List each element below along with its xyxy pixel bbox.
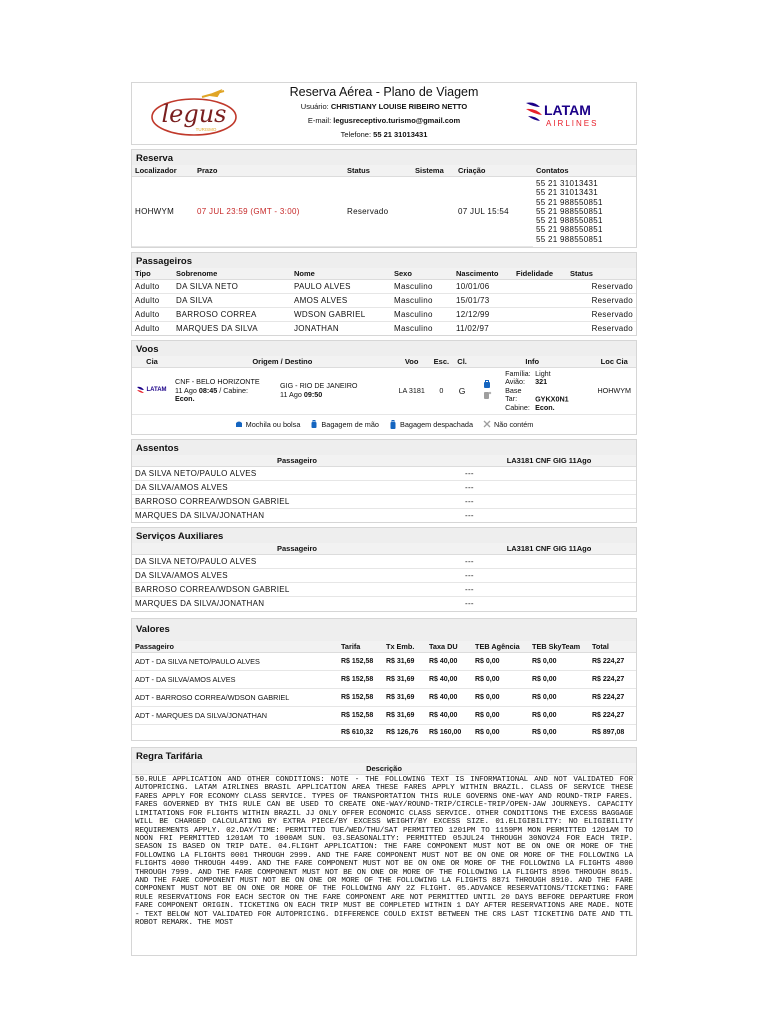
hand-luggage-icon bbox=[310, 420, 318, 428]
total: R$ 224,27 bbox=[589, 688, 636, 706]
table-row bbox=[132, 293, 636, 307]
destino-cell bbox=[277, 368, 393, 414]
total: R$ 224,27 bbox=[589, 670, 636, 688]
table-row bbox=[132, 307, 636, 321]
info-label: Cabine: bbox=[505, 402, 530, 412]
table-row bbox=[132, 688, 636, 706]
phone-value: 55 21 31013431 bbox=[373, 130, 428, 139]
table-row bbox=[132, 555, 636, 569]
table-row bbox=[132, 597, 636, 611]
destino-data: 11 Ago bbox=[280, 389, 302, 399]
service: --- bbox=[462, 569, 636, 583]
regra-title: Regra Tarifária bbox=[132, 748, 636, 763]
table-row bbox=[132, 670, 636, 688]
col-prazo: Prazo bbox=[194, 165, 344, 177]
contato: 55 21 988550851 bbox=[536, 197, 603, 207]
table-row bbox=[132, 706, 636, 724]
latam-logo-text: LATAM bbox=[544, 102, 591, 118]
fare-rule-text: 50.RULE APPLICATION AND OTHER CONDITIONS: NOTE - THE FOLLOWING TEXT IS INFORMATIONAL AND NOT VALIDATED FOR AUTOPRICING. LATAM AIRLINES BRASIL APPLICATION AREA THESE FARES APPLY WITHIN BRAZIL. CLASS OF SERVICE THESE FARES APPLY FOR ECONOMY CLASS SERVICE. TYPES OF TRANSPORTATION THIS RULE GOVERNS ONE-WAY AND ROUND-TRIP FARES. FARES GOVERNED BY THIS RULE CAN BE USED TO CREATE ONE-WAY/ROUND-TRIP/CIRCLE-TRIP/OPEN-JAW JOURNEYS. CAPACITY LIMITATIONS FOR FLIGHTS WITHIN BRAZIL JJ ONLY OFFER ECONOMIC CLASS SERVICE. OTHER CONDITIONS THE EXCESS BAGGAGE WILL BE CHARGED CALCULATING BY EXTRA PIECE/BY EXCESS WEIGHT/BY EXCESS SIZE. 01.ELIGIBILITY: NO ELIGIBILITY REQUIREMENTS APPLY. 02.DAY/TIME: PERMITTED TUE/WED/THU/SAT PERMITTED 1201PM TO 1159PM MON PERMITTED 1201AM TO NOON FRI PERMITTED 1201AM TO 1000AM SUN. 03.SEASONALITY: PERMITTED 05JUL24 THROUGH 30NOV24 FOR EACH TRIP. SEASON IS BASED ON TRIP DATE. 04.FLIGHT APPLICATION: THE FARE COMPONENT MUST NOT BE ON ONE OR MORE OF THE FOLLOWING LA FLIGHTS 0001 THROUGH 2999. AND THE FARE COMPONENT MUST NOT BE ON ONE OR MORE OF THE FOLLOWING LA FLIGHTS 4000 THROUGH 4499. AND THE FARE COMPONENT MUST NOT BE ON ONE OR MORE OF THE FOLLOWING LA FLIGHTS 4800 THROUGH 7999. AND THE FARE COMPONENT MUST NOT BE ON ONE OR MORE OF THE FOLLOWING LA FLIGHTS 8596 THROUGH 8615. AND THE FARE COMPONENT MUST NOT BE ON ONE OR MORE OF THE FOLLOWING LA FLIGHTS 8871 THROUGH 8910. AND THE FARE COMPONENT MUST NOT BE ON ONE OR MORE OF THE FOLLOWING ANY 2Z FLIGHT. 05.ADVANCE RESERVATIONS/TICKETING: FARE RULE RESERVATIONS FOR EACH SECTOR ON THE FARE COMPONENT ARE NOT PERMITTED UNTIL 20 DAYS BEFORE DEPARTURE FROM FARE COMPONENT ORIGIN. TICKETING ON EACH TRIP MUST BE COMPLETED WITHIN 1 DAY AFTER RESERVATIONS ARE MADE. NOTE - TEXT BELOW NOT VALIDATED FOR AUTOPRICING. DIFFERENCE COULD EXIST BETWEEN THE CRS LAST TICKETING DATE AND TTL ROBOT REMARK. THE MOST bbox=[135, 776, 633, 927]
sobrenome: MARQUES DA SILVA bbox=[176, 323, 258, 333]
col-nascimento: Nascimento bbox=[453, 268, 513, 280]
regra-section bbox=[131, 747, 637, 956]
passageiro: MARQUES DA SILVA/JONATHAN bbox=[135, 599, 265, 609]
col-localizador: Localizador bbox=[132, 165, 194, 177]
taxa-du: R$ 40,00 bbox=[426, 652, 472, 670]
col-contatos: Contatos bbox=[533, 165, 636, 177]
status: Reservado bbox=[591, 323, 633, 333]
col-fidelidade: Fidelidade bbox=[513, 268, 567, 280]
tipo: Adulto bbox=[135, 323, 160, 333]
prazo: 07 JUL 23:59 (GMT - 3:00) bbox=[194, 177, 344, 247]
passageiro: DA SILVA/AMOS ALVES bbox=[132, 480, 462, 494]
descricao-header: Descrição bbox=[132, 763, 636, 775]
origem-data: 11 Ago bbox=[175, 385, 197, 395]
origem-cell bbox=[172, 368, 277, 414]
col-nome: Nome bbox=[291, 268, 391, 280]
passageiro: DA SILVA NETO/PAULO ALVES bbox=[132, 555, 462, 569]
legend-label: Bagagem de mão bbox=[321, 419, 379, 429]
contato: 55 21 988550851 bbox=[536, 234, 603, 244]
status: Reservado bbox=[567, 307, 636, 321]
email-value[interactable]: legusreceptivo.turismo@gmail.com bbox=[333, 116, 461, 125]
table-row bbox=[132, 480, 636, 494]
col-info: Info bbox=[472, 356, 592, 368]
col-sexo: Sexo bbox=[391, 268, 453, 280]
info-label: Base Tar: bbox=[505, 385, 522, 404]
origem-hora: 08:45 bbox=[198, 385, 218, 395]
tx-emb: R$ 31,69 bbox=[383, 688, 426, 706]
col-teb-agencia: TEB Agência bbox=[472, 641, 529, 653]
localizador: HOHWYM bbox=[132, 177, 194, 247]
passageiros-title: Passageiros bbox=[132, 253, 636, 268]
legend-label: Não contém bbox=[494, 419, 534, 429]
phone-line bbox=[132, 130, 636, 139]
contato: 55 21 988550851 bbox=[536, 206, 603, 216]
sistema bbox=[412, 177, 455, 247]
status: Reservado bbox=[567, 279, 636, 293]
total-tx-emb: R$ 126,76 bbox=[386, 728, 419, 736]
nome: PAULO ALVES bbox=[291, 279, 391, 293]
reserva-table bbox=[132, 165, 636, 247]
col-loc-cia: Loc Cia bbox=[592, 356, 636, 368]
passageiro: ADT - DA SILVA/AMOS ALVES bbox=[132, 670, 338, 688]
assentos-table bbox=[132, 455, 636, 523]
reserva-section bbox=[131, 149, 637, 248]
taxa-du: R$ 40,00 bbox=[426, 688, 472, 706]
voos-table bbox=[132, 356, 636, 414]
nascimento: 10/01/06 bbox=[453, 279, 513, 293]
fidelidade bbox=[513, 321, 567, 335]
cia-cell bbox=[132, 368, 172, 414]
status: Reservado bbox=[344, 177, 412, 247]
tx-emb: R$ 31,69 bbox=[383, 670, 426, 688]
checked-luggage-icon bbox=[389, 420, 397, 429]
service: --- bbox=[462, 583, 636, 597]
info-value: 321 bbox=[535, 377, 548, 387]
tarifa: R$ 152,58 bbox=[338, 706, 383, 724]
tipo: Adulto bbox=[132, 279, 173, 293]
col-segment: LA3181 CNF GIG 11Ago bbox=[462, 543, 636, 555]
teb-skyteam: R$ 0,00 bbox=[529, 670, 589, 688]
teb-agencia: R$ 0,00 bbox=[472, 706, 529, 724]
checked-bag-icon bbox=[484, 392, 489, 399]
table-row bbox=[132, 508, 636, 522]
service: --- bbox=[465, 599, 474, 609]
info-label: Avião: bbox=[505, 377, 525, 387]
legus-logo-sub: TURISMO bbox=[195, 127, 217, 132]
info-value: Econ. bbox=[535, 402, 555, 412]
passageiro: ADT - DA SILVA NETO/PAULO ALVES bbox=[132, 652, 338, 670]
col-esc: Esc. bbox=[431, 356, 452, 368]
col-status: Status bbox=[567, 268, 636, 280]
col-tipo: Tipo bbox=[132, 268, 173, 280]
legend-item bbox=[310, 420, 379, 429]
cabine-value: Econ. bbox=[175, 394, 195, 404]
user-label: Usuário: bbox=[300, 102, 329, 111]
seat: --- bbox=[462, 494, 636, 508]
table-row bbox=[132, 321, 636, 335]
baggage-icons bbox=[472, 368, 502, 414]
teb-agencia: R$ 0,00 bbox=[472, 652, 529, 670]
header bbox=[131, 82, 637, 145]
passageiros-table bbox=[132, 268, 636, 336]
legend-item bbox=[389, 420, 473, 429]
flight-row bbox=[132, 368, 636, 414]
teb-agencia: R$ 0,00 bbox=[472, 688, 529, 706]
servicos-table bbox=[132, 543, 636, 611]
col-sobrenome: Sobrenome bbox=[173, 268, 291, 280]
col-voo: Voo bbox=[393, 356, 431, 368]
teb-skyteam: R$ 0,00 bbox=[529, 706, 589, 724]
status: Reservado bbox=[567, 293, 636, 307]
col-passageiro: Passageiro bbox=[132, 455, 462, 467]
col-cia: Cia bbox=[132, 356, 172, 368]
sexo: Masculino bbox=[391, 307, 453, 321]
sexo: Masculino bbox=[391, 279, 453, 293]
fidelidade bbox=[513, 279, 567, 293]
legend-item bbox=[235, 420, 301, 429]
table-row bbox=[132, 466, 636, 480]
cia-name: LATAM bbox=[146, 386, 167, 393]
assentos-title: Assentos bbox=[132, 440, 636, 455]
col-total: Total bbox=[589, 641, 636, 653]
table-row bbox=[132, 569, 636, 583]
passageiros-section bbox=[131, 252, 637, 337]
page-title: Reserva Aérea - Plano de Viagem bbox=[289, 85, 479, 99]
table-row bbox=[132, 652, 636, 670]
total-row bbox=[132, 724, 636, 740]
backpack-icon bbox=[235, 420, 243, 428]
col-criacao: Criação bbox=[455, 165, 533, 177]
tx-emb: R$ 31,69 bbox=[383, 706, 426, 724]
col-passageiro: Passageiro bbox=[132, 641, 338, 653]
cl: G bbox=[458, 385, 466, 396]
total-total: R$ 897,08 bbox=[592, 728, 625, 736]
teb-skyteam: R$ 0,00 bbox=[529, 688, 589, 706]
col-cl: Cl. bbox=[452, 356, 472, 368]
valores-title: Valores bbox=[132, 619, 636, 641]
user-value: CHRISTIANY LOUISE RIBEIRO NETTO bbox=[330, 102, 468, 111]
not-included-icon bbox=[483, 420, 491, 428]
passageiro: DA SILVA NETO/PAULO ALVES bbox=[132, 466, 462, 480]
col-teb-skyteam: TEB SkyTeam bbox=[529, 641, 589, 653]
latam-logo bbox=[524, 97, 616, 131]
info-value: GYKX0N1 bbox=[535, 394, 569, 404]
info-cell bbox=[502, 368, 592, 414]
col-segment: LA3181 CNF GIG 11Ago bbox=[462, 455, 636, 467]
passageiro: BARROSO CORREA/WDSON GABRIEL bbox=[132, 583, 462, 597]
nascimento: 12/12/99 bbox=[453, 307, 513, 321]
sobrenome: BARROSO CORREA bbox=[173, 307, 291, 321]
passageiro: DA SILVA/AMOS ALVES bbox=[132, 569, 462, 583]
destino-hora: 09:50 bbox=[303, 389, 323, 399]
loc-cia: HOHWYM bbox=[597, 386, 631, 396]
sexo: Masculino bbox=[391, 293, 453, 307]
col-passageiro: Passageiro bbox=[132, 543, 462, 555]
tarifa: R$ 152,58 bbox=[338, 688, 383, 706]
sexo: Masculino bbox=[394, 323, 433, 333]
contato: 55 21 988550851 bbox=[536, 225, 603, 235]
assentos-section bbox=[131, 439, 637, 524]
voos-title: Voos bbox=[132, 341, 636, 356]
legend-item bbox=[483, 420, 533, 429]
total: R$ 224,27 bbox=[589, 652, 636, 670]
seat: --- bbox=[465, 510, 474, 520]
col-origem-destino: Origem / Destino bbox=[172, 356, 393, 368]
nascimento: 15/01/73 bbox=[453, 293, 513, 307]
baggage-icons-graphic bbox=[482, 379, 492, 401]
contato: 55 21 31013431 bbox=[536, 188, 599, 198]
info-label: Família: bbox=[505, 368, 531, 378]
voos-section bbox=[131, 340, 637, 435]
tx-emb: R$ 31,69 bbox=[383, 652, 426, 670]
total-taxa-du: R$ 160,00 bbox=[429, 728, 462, 736]
phone-label: Telefone: bbox=[340, 130, 372, 139]
nome: JONATHAN bbox=[294, 323, 339, 333]
total-label bbox=[132, 724, 338, 740]
latam-mini-icon bbox=[137, 386, 145, 393]
servicos-title: Serviços Auxiliares bbox=[132, 528, 636, 543]
col-tx-emb: Tx Emb. bbox=[383, 641, 426, 653]
valores-table bbox=[132, 641, 636, 741]
legend-label: Mochila ou bolsa bbox=[245, 419, 301, 429]
total-teb-agencia: R$ 0,00 bbox=[475, 728, 500, 736]
destino: GIG - RIO DE JANEIRO bbox=[280, 381, 358, 391]
taxa-du: R$ 40,00 bbox=[426, 670, 472, 688]
teb-agencia: R$ 0,00 bbox=[472, 670, 529, 688]
email-label: E-mail: bbox=[307, 116, 332, 125]
servicos-section bbox=[131, 527, 637, 612]
esc: 0 bbox=[439, 386, 444, 396]
col-taxa-du: Taxa DU bbox=[426, 641, 472, 653]
seat: --- bbox=[462, 480, 636, 494]
fidelidade bbox=[513, 307, 567, 321]
contato: 55 21 988550851 bbox=[536, 216, 603, 226]
service: --- bbox=[462, 555, 636, 569]
passageiro: BARROSO CORREA/WDSON GABRIEL bbox=[132, 494, 462, 508]
sobrenome: DA SILVA bbox=[173, 293, 291, 307]
reserva-row bbox=[132, 177, 636, 247]
legend-label: Bagagem despachada bbox=[400, 419, 474, 429]
table-row bbox=[132, 494, 636, 508]
teb-skyteam: R$ 0,00 bbox=[529, 652, 589, 670]
info-value: Light bbox=[535, 368, 551, 378]
sobrenome: DA SILVA NETO bbox=[173, 279, 291, 293]
tipo: Adulto bbox=[132, 307, 173, 321]
passageiro: ADT - MARQUES DA SILVA/JONATHAN bbox=[132, 706, 338, 724]
table-row bbox=[132, 583, 636, 597]
col-status: Status bbox=[344, 165, 412, 177]
tarifa: R$ 152,58 bbox=[338, 670, 383, 688]
baggage-legend bbox=[132, 414, 636, 434]
table-row bbox=[132, 279, 636, 293]
reserva-title: Reserva bbox=[132, 150, 636, 165]
tipo: Adulto bbox=[132, 293, 173, 307]
contatos bbox=[533, 177, 636, 247]
travel-plan-page bbox=[131, 82, 637, 956]
total-tarifa: R$ 610,32 bbox=[341, 728, 374, 736]
passageiro: MARQUES DA SILVA/JONATHAN bbox=[135, 510, 265, 520]
latam-logo-sub: AIRLINES bbox=[546, 119, 599, 128]
origem: CNF - BELO HORIZONTE bbox=[175, 377, 260, 387]
contato: 55 21 31013431 bbox=[536, 179, 599, 188]
voo: LA 3181 bbox=[398, 386, 425, 396]
legus-logo-text: legus bbox=[161, 100, 227, 128]
nascimento: 11/02/97 bbox=[456, 323, 489, 333]
passageiro: ADT - BARROSO CORREA/WDSON GABRIEL bbox=[132, 688, 338, 706]
nome: AMOS ALVES bbox=[291, 293, 391, 307]
col-sistema: Sistema bbox=[412, 165, 455, 177]
total-teb-skyteam: R$ 0,00 bbox=[532, 728, 557, 736]
taxa-du: R$ 40,00 bbox=[426, 706, 472, 724]
valores-section bbox=[131, 618, 637, 742]
carry-on-icon bbox=[484, 382, 490, 388]
nome: WDSON GABRIEL bbox=[291, 307, 391, 321]
cabine-label: / Cabine: bbox=[219, 385, 249, 395]
fidelidade bbox=[513, 293, 567, 307]
tarifa: R$ 152,58 bbox=[338, 652, 383, 670]
criacao: 07 JUL 15:54 bbox=[455, 177, 533, 247]
seat: --- bbox=[462, 466, 636, 480]
col-tarifa: Tarifa bbox=[338, 641, 383, 653]
total: R$ 224,27 bbox=[589, 706, 636, 724]
